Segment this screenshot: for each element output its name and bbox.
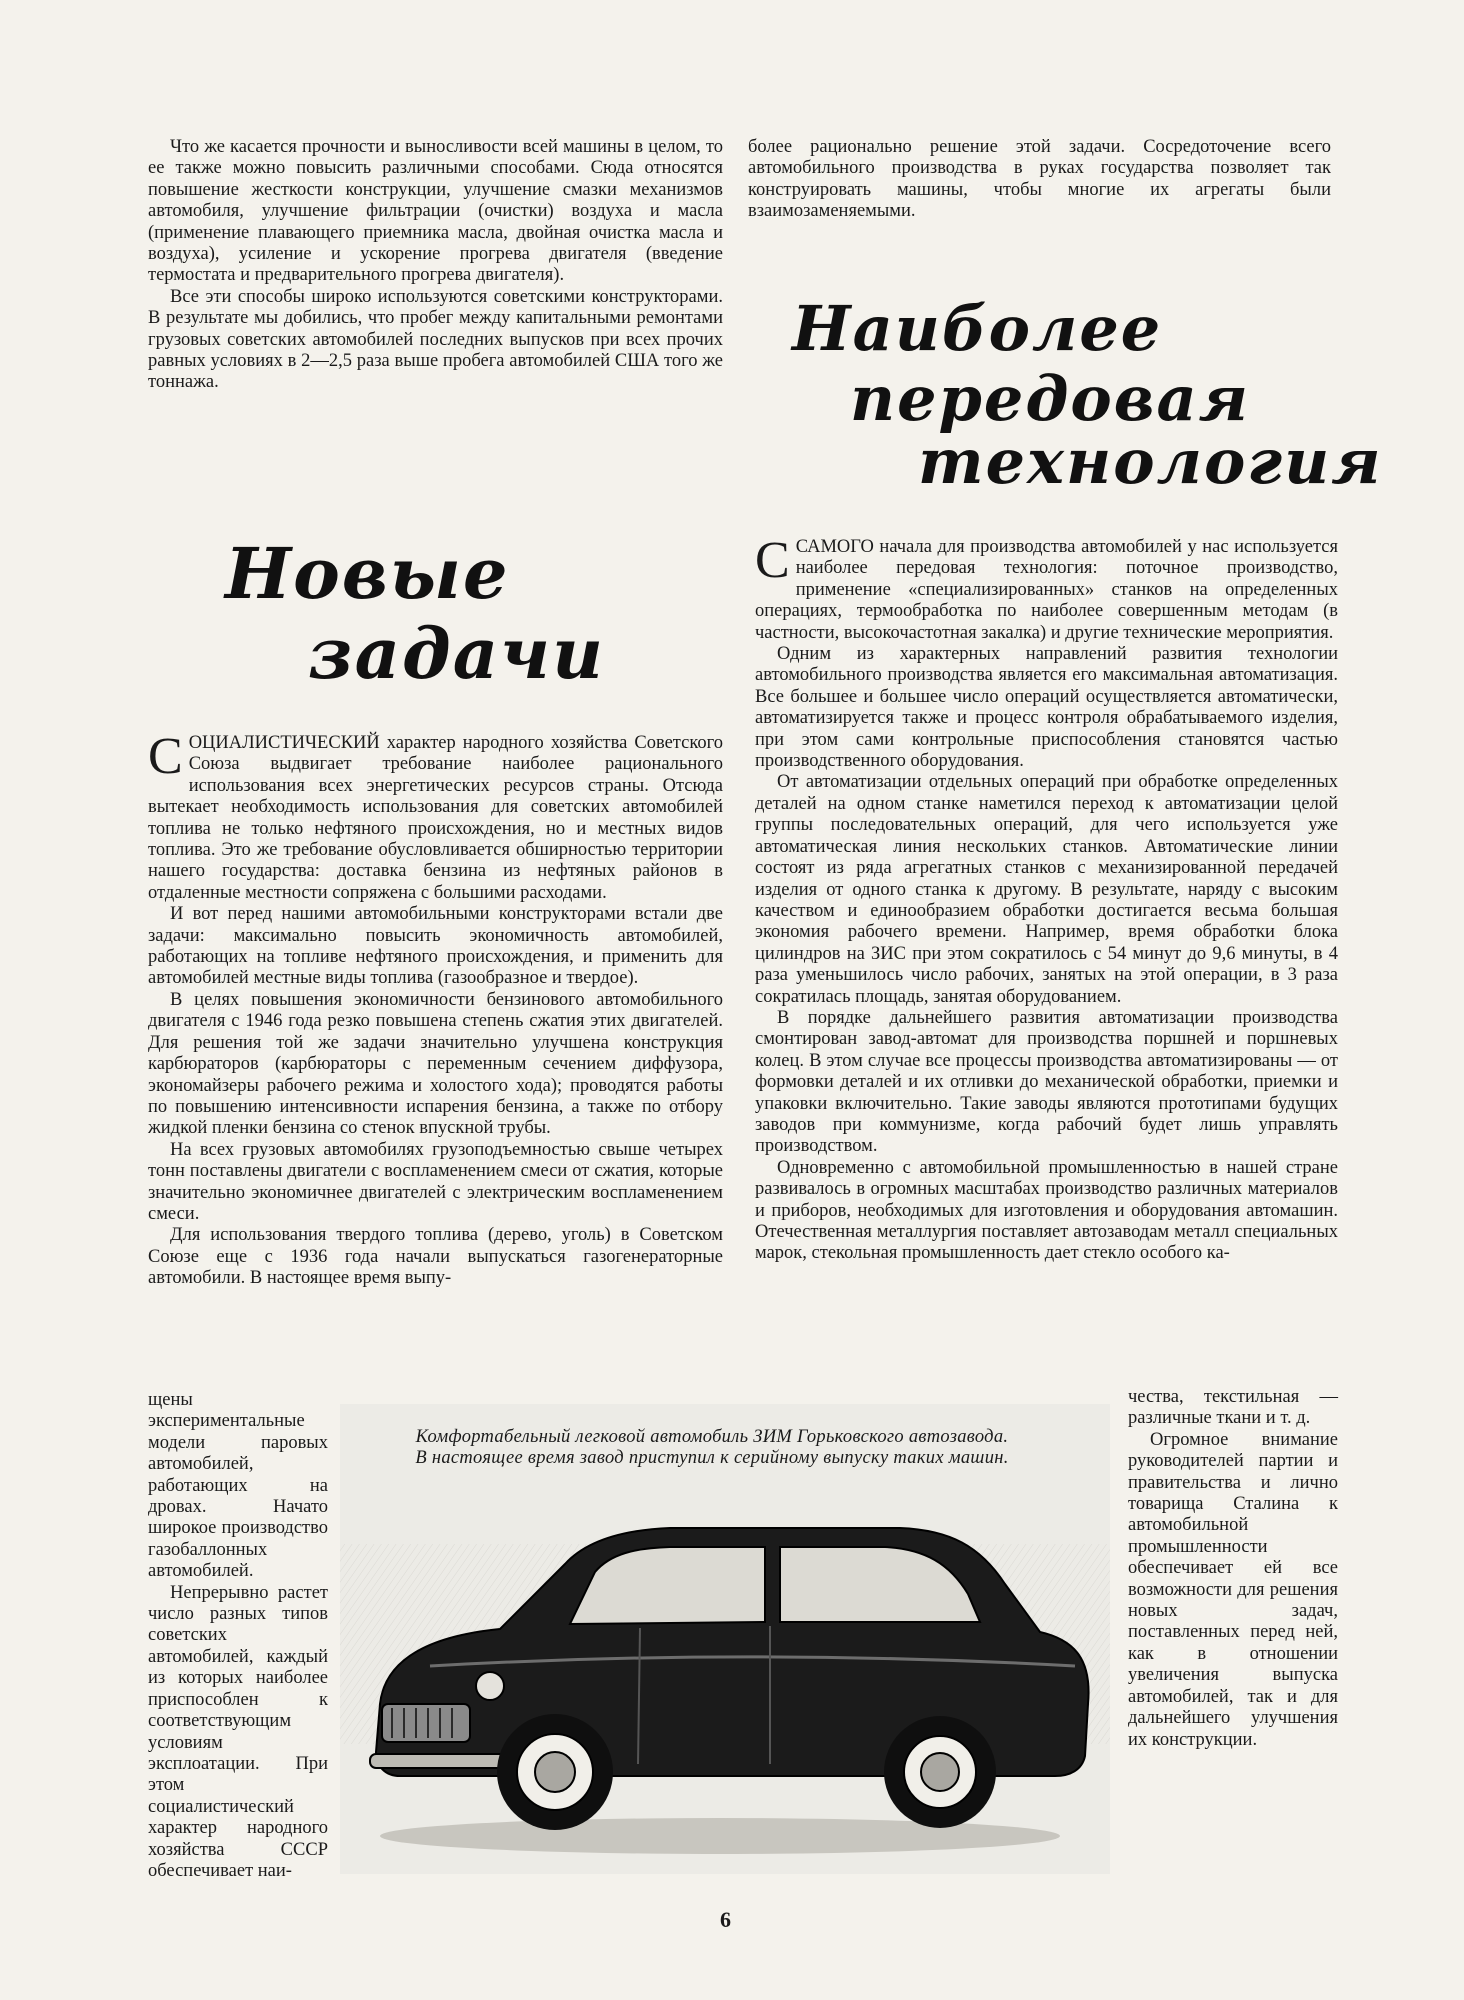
heading-new-line-1: Новые <box>225 532 510 615</box>
tech-side-column <box>1128 1387 1338 1751</box>
page-number: 6 <box>720 1907 731 1932</box>
front-wheel <box>497 1714 613 1830</box>
new-article-column <box>148 728 723 1290</box>
intro-left-column <box>148 137 723 394</box>
new-dropcap: С <box>148 728 183 785</box>
tech-paragraph-3: От автоматизации отдельных операций при обработке определенных деталей на одном станке наметился переход к автоматизации целой группы последовательных операций, для чего используется уже автоматическая линия нескольких станков. Автоматические линии состоят из ряда агрегатных станков с механизированной передачей изделия от одного станка к другому. В результате, наряду с высоким качеством и единообразием обработки достигается весьма большая экономия рабочего времени. Например, время обработки блока цилиндров на ЗИС при этом сократилось с 54 минут до 9,6 минуты, в 4 раза уменьшилось число рабочих, занятых на этой операции, в 3 раза сократилась площадь, занятая оборудованием. <box>755 772 1338 1007</box>
tech-paragraph-4: В порядке дальнейшего развития автоматизации производства смонтирован завод-автомат для производства поршней и поршневых колец. В этом случае все процессы производства автоматизированы — от формовки деталей и их отливки до механической обработки, приемки и упаковки включительно. Такие заводы являются прототипами будущих заводов при коммунизме, когда рабочий будет лишь управлять производством. <box>755 1007 1338 1157</box>
tech-article-column <box>755 532 1338 1265</box>
new-paragraph-2: И вот перед нашими автомобильными конструкторами встали две задачи: максимально повысить экономичность автомобилей, работающих на топливе нефтяного происхождения, и применить для автомобилей местные виды топлива (газообразное и твердое). <box>148 904 723 989</box>
new-paragraph-1 <box>148 728 723 904</box>
tech-paragraph-5: Одновременно с автомобильной промышленностью в нашей стране развивалось в огромных масштабах производство различных материалов и приборов, необходимых для изготовления и оборудования автомашин. Отечественная металлургия поставляет автозаводам металл специальных марок, стекольная промышленность дает стекло особого ка- <box>755 1157 1338 1264</box>
tech-paragraph-1 <box>755 532 1338 644</box>
new-side-column <box>148 1390 328 1882</box>
intro-left-paragraph-2: Все эти способы широко используются советскими конструкторами. В результате мы добились, что пробег между капитальными ремонтами грузовых советских автомобилей последних выпусков при всех прочих равных условиях в 2—2,5 раза выше пробега автомобилей США того же тоннажа. <box>148 286 723 393</box>
new-paragraph-4: На всех грузовых автомобилях грузоподъемностью свыше четырех тонн поставлены двигатели с воспламенением смеси от сжатия, которые значительно экономичнее двигателей с электрическим воспламенением смеси. <box>148 1139 723 1224</box>
new-paragraph-3: В целях повышения экономичности бензинового автомобильного двигателя с 1946 года резко повышена степень сжатия этих двигателей. Для решения той же задачи значительно улучшена конструкция карбюраторов (карбюраторы с переменным сечением диффузора, экономайзеры рабочего режима и холостого хода); проводятся работы по повышению интенсивности испарения бензина, а также по отбору жидкой пленки бензина со стенок впускной трубы. <box>148 989 723 1139</box>
heading-tech-line-1: Наиболее <box>792 292 1163 365</box>
intro-right-column <box>748 137 1331 223</box>
tech-paragraph-2: Одним из характерных направлений развития технологии автомобильного производства является его максимальная автоматизация. Все большее и большее число операций осуществляется автоматически, автоматизируется также и процесс контроля обрабатываемого изделия, при этом сами контрольные приспособления становятся частью производственного оборудования. <box>755 644 1338 772</box>
heading-tech-line-2: передовая <box>850 362 1251 435</box>
rear-wheel <box>884 1716 996 1828</box>
new-paragraph-1-text: ОЦИАЛИСТИЧЕСКИЙ характер народного хозяйства Советского Союза выдвигает требование наиболее рационального использования всех энергетических ресурсов страны. Отсюда вытекает необходимость использования для советских автомобилей топлива не только нефтяного происхождения, но и местных видов топлива. Это же требование обусловливается обширностью территории нашего государства: доставка бензина из нефтяных районов в отдаленные местности сопряжена с большими расходами. <box>148 733 723 903</box>
intro-left-paragraph-1: Что же касается прочности и выносливости всей машины в целом, то ее также можно повысить различными способами. Сюда относятся повышение жесткости конструкции, улучшение смазки механизмов автомобиля, улучшение фильтрации (очистки) воздуха и масла (применение плавающего приемника масла, двойная очистка масла и воздуха), усиление и ускорение прогрева двигателя (введение термостата и предварительного прогрева двигателя). <box>148 137 723 286</box>
new-paragraph-5: Для использования твердого топлива (дерево, уголь) в Советском Союзе еще с 1936 года начали выпускаться газогенераторные автомобили. В настоящее время выпу- <box>148 1225 723 1289</box>
photo-caption: Комфортабельный легковой автомобиль ЗИМ Горьковского автозавода. В настоящее время завод приступил к серийному выпуску таких машин. <box>415 1427 1009 1468</box>
tech-side-paragraph-2: Огромное внимание руководителей партии и правительства и лично товарища Сталина к автомобильной промышленности обеспечивает ей все возможности для решения новых задач, поставленных перед ней, как в отношении увеличения выпуска автомобилей, так и для дальнейшего улучшения их конструкции. <box>1128 1429 1338 1750</box>
new-side-paragraph-2: Непрерывно растет число разных типов советских автомобилей, каждый из которых наиболее приспособлен к соответствующим условиям эксплоатации. При этом социалистический характер народного хозяйства СССР обеспечивает наи- <box>148 1582 328 1881</box>
car-illustration <box>340 1404 1110 1874</box>
heading-new-line-2: задачи <box>308 612 605 695</box>
car-photo <box>340 1404 1110 1874</box>
heading-tech-line-3: технология <box>918 425 1383 498</box>
intro-right-paragraph: более рационально решение этой задачи. Сосредоточение всего автомобильного производства в руках государства позволяет так конструировать машины, чтобы многие их агрегаты были взаимозаменяемыми. <box>748 137 1331 222</box>
tech-paragraph-1-text: САМОГО начала для производства автомобилей у нас используется наиболее передовая технология: поточное производство, применение «специализированных» станков на определенных операциях, термообработка по наиболее совершенным методам (в частности, высокочастотная закалка) и другие технические мероприятия. <box>755 537 1338 643</box>
tech-side-paragraph-1: чества, текстильная — различные ткани и т. д. <box>1128 1387 1338 1429</box>
tech-dropcap: С <box>755 532 790 589</box>
new-side-paragraph-1: щены экспериментальные модели паровых автомобилей, работающих на дровах. Начато широкое производство газобаллонных автомобилей. <box>148 1390 328 1582</box>
